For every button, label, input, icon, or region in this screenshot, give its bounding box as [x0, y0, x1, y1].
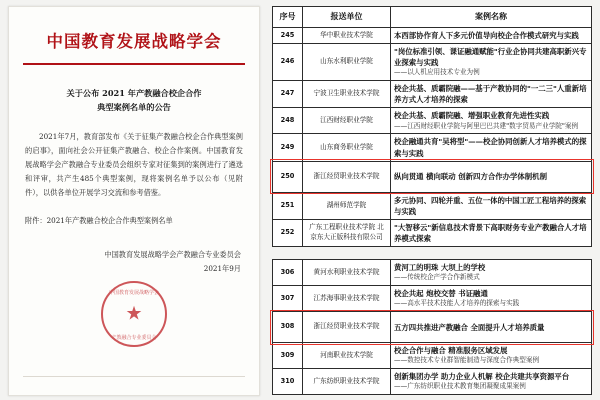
cell-index: 250: [273, 161, 303, 192]
cell-organization: 广东工程职业技术学院 北京东大正版科技有限公司: [303, 219, 391, 246]
column-header-case-name: 案例名称: [391, 7, 592, 28]
cell-index: 247: [273, 81, 303, 108]
cell-index: 245: [273, 28, 303, 44]
column-header-organization: 报送单位: [303, 7, 391, 28]
signature-block: [25, 248, 241, 275]
cell-organization: 山东水利职业学院: [303, 44, 391, 81]
cell-index: 249: [273, 134, 303, 161]
cell-case-name: [391, 286, 592, 312]
cell-case-name: [391, 161, 592, 192]
seal-text-bottom: 产教融合专业委员会: [111, 335, 157, 341]
case-name-main: 创新集团办学 助力企业人机解 校企共建共享资源平台: [394, 372, 570, 382]
page-title: [35, 87, 233, 114]
table-row: [273, 81, 592, 108]
seal-text-top: 中国教育发展战略学会: [108, 290, 159, 296]
cell-organization: 华中职业技术学院: [303, 28, 391, 44]
cell-case-name: [391, 219, 592, 246]
table-row: [273, 44, 592, 81]
table-header-row: [273, 7, 592, 28]
organization-header: 中国教育发展战略学会: [46, 32, 222, 51]
cell-index: 248: [273, 108, 303, 134]
cell-index: 307: [273, 286, 303, 312]
attachment-label: 附件：2021年产教融合校企合作典型案例名单: [25, 216, 173, 226]
cell-organization: 江西财经职业学院: [303, 108, 391, 134]
table-row: [273, 108, 592, 134]
table-row: [273, 28, 592, 44]
announcement-document: [8, 6, 260, 396]
cell-organization: 宁波卫生职业技术学院: [303, 81, 391, 108]
official-seal: [101, 281, 167, 347]
case-name-main: 多元协同、四轮并重、五位一体的中国工匠工程培养的探索与实践: [394, 195, 587, 216]
table-row: [273, 343, 592, 369]
cell-organization: 黄河水利职业技术学院: [303, 260, 391, 286]
case-name-sub: ——传统校企产学合作新模式: [394, 273, 480, 282]
table-row: [273, 369, 592, 395]
table-1-wrap: [272, 6, 592, 247]
case-name-main: "岗位标准引领、课证融通赋能"行业企协同共建高职新兴专业探索与实践: [394, 47, 587, 68]
cell-case-name: [391, 134, 592, 161]
cell-index: 246: [273, 44, 303, 81]
cell-case-name: [391, 44, 592, 81]
cell-organization: 湖州师范学院: [303, 192, 391, 219]
table-row: [273, 192, 592, 219]
cell-case-name: [391, 312, 592, 343]
table-row: [273, 286, 592, 312]
case-name-main: 校企共起 炮校交替 书证融通: [394, 289, 488, 299]
cell-index: 308: [273, 312, 303, 343]
cell-organization: 江苏海事职业技术学院: [303, 286, 391, 312]
case-name-sub: ——广东纺织职业技术教育集团凝聚成果案例: [394, 382, 526, 391]
case-name-main: 纵向贯通 横向联动 创新四方合作办学体制机制: [394, 172, 547, 182]
cell-case-name: [391, 192, 592, 219]
table-row: [273, 134, 592, 161]
case-name-main: 黄河工的明珠 大坝上的学校: [394, 263, 486, 273]
header-divider: [23, 63, 245, 65]
case-name-sub: ——数控技术专业群智能制造与深度合作典型案例: [394, 356, 540, 365]
star-icon: ★: [125, 302, 143, 325]
case-name-main: 校企融通共育"吴将型"——校企协同创新人才培养模式的探索与实践: [394, 137, 587, 158]
case-name-main: 本西部协作育人下多元价值导向校企合作模式研究与实践: [394, 31, 579, 40]
table-2-wrap: [272, 259, 592, 395]
cell-case-name: [391, 369, 592, 395]
column-header-index: 序号: [273, 7, 303, 28]
announcement-body: 2021年7月，教育部发布《关于征集产教融合校企合作典型案例的启事》，面向社会公开征集产教融合、校企合作案例。中国教育发展战略学会产教融合专业委员会组织专家对征集到的案例进行了遴选和评审，共产生485个典型案例，现将案例名单予以公布（见附件），以供各单位开展学习交流和参考借鉴。: [25, 132, 243, 198]
cell-index: 310: [273, 369, 303, 395]
document-footer-divider: [23, 376, 245, 377]
cell-case-name: [391, 343, 592, 369]
signature-org: 中国教育发展战略学会产教融合专业委员会: [104, 249, 241, 259]
cell-organization: 河南职业技术学院: [303, 343, 391, 369]
case-name-main: 校企合作与融合 精准服务区域发展: [394, 346, 508, 356]
cell-organization: 广东纺织职业技术学院: [303, 369, 391, 395]
case-name-sub: ——江西财经职业学院与阿里巴巴共建"数字贸易产业学院"案例: [394, 121, 579, 130]
page-title-line-2: 典型案例名单的公告: [97, 101, 171, 112]
case-name-main: 校企共基、质霸院融、增强职业教育先进性实践: [394, 111, 550, 121]
cell-case-name: [391, 108, 592, 134]
table-row: [273, 161, 592, 192]
case-name-main: 校企共基、质霸院融——基于产教协同的"一二三"人重新培养方式人才培养的探索: [394, 84, 587, 105]
cell-organization: 浙江经贸职业技术学院: [303, 161, 391, 192]
signature-date: 2021年9月: [203, 263, 241, 273]
cell-organization: 山东商务职业学院: [303, 134, 391, 161]
cell-case-name: [391, 81, 592, 108]
case-table-2: [272, 259, 592, 395]
table-row: [273, 312, 592, 343]
cell-case-name: [391, 28, 592, 44]
table-row: [273, 219, 592, 246]
table-row: [273, 260, 592, 286]
cell-organization: 浙江经贸职业技术学院: [303, 312, 391, 343]
cell-index: 309: [273, 343, 303, 369]
cell-index: 306: [273, 260, 303, 286]
page-title-line-1: 关于公布 2021 年产教融合校企合作: [66, 87, 202, 98]
case-name-main: "大智移云"新信息技术背景下高职财务专业产教融合人才培养模式探索: [394, 222, 587, 243]
case-name-sub: ——高水平技术技能人才培养的探索与实践: [394, 299, 520, 308]
case-table-1: [272, 6, 592, 247]
case-name-main: 五方四共推进产教融合 全面提升人才培养质量: [394, 322, 545, 332]
case-name-sub: ——以人机应用技术专业为例: [394, 68, 480, 77]
case-list-tables: [272, 6, 592, 394]
cell-index: 252: [273, 219, 303, 246]
cell-case-name: [391, 260, 592, 286]
cell-index: 251: [273, 192, 303, 219]
